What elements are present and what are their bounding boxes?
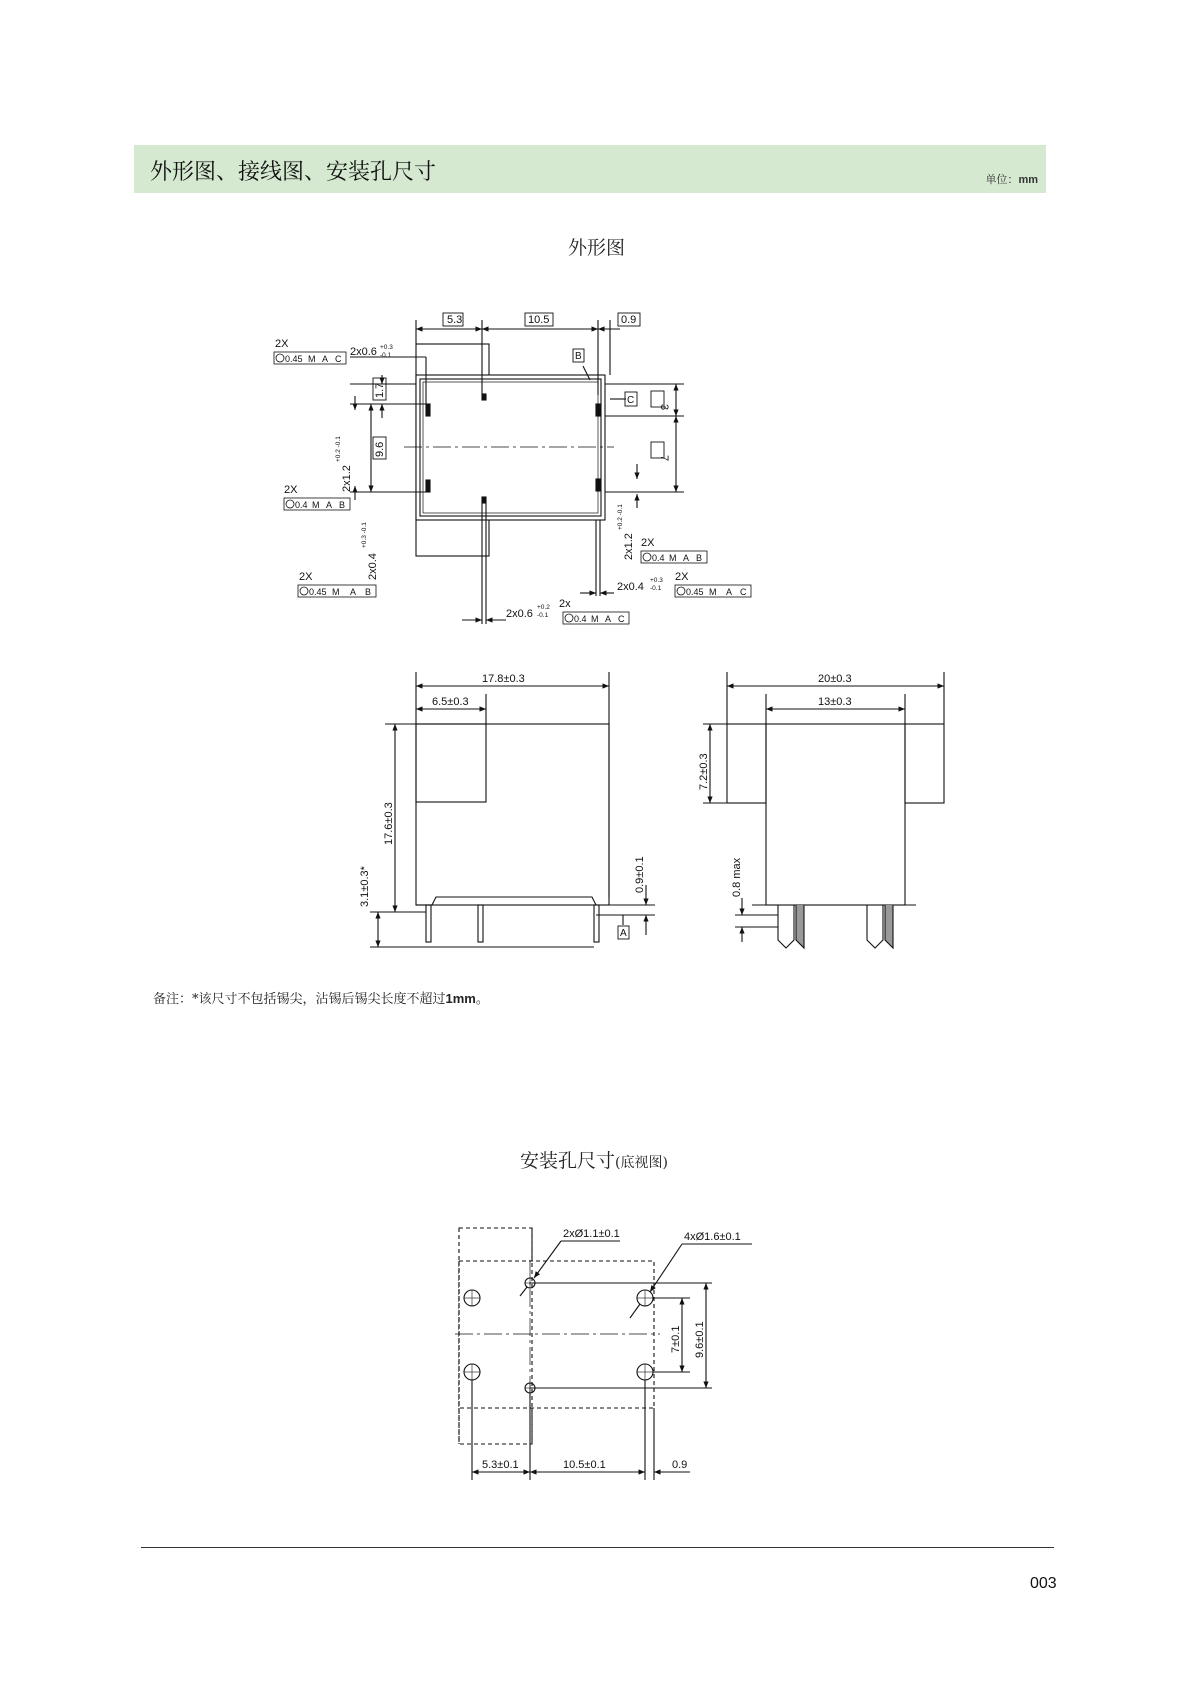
unit-label: 单位：mm [985,173,1038,186]
front-view-body [416,724,609,905]
fcf-045-ac-right [677,587,747,597]
fcf-045-ab [300,587,371,597]
label-2x: 2X [299,571,313,583]
tol-top: +0.3 [380,344,393,351]
hole-large [464,1364,480,1380]
pin-marker [596,479,600,491]
svg-text:B: B [696,553,703,563]
label-2x: 2X [675,571,689,583]
front-view-pin [426,905,431,942]
label-2x: 2x [559,598,571,610]
tol-top: +0.3 [650,577,663,584]
section-title: 外形图、接线图、安装孔尺寸 [150,160,437,185]
side-dim-0-8: 0.8 max [731,857,743,897]
pin-marker [426,404,430,416]
side-view-pin-hatched [796,905,804,948]
fcf-04-ab [286,500,345,510]
svg-text:M: M [709,587,717,597]
side-view-pin [867,905,883,948]
mounting-heading: 安装孔尺寸(底视图) [520,1150,668,1172]
side-view-pin-hatched [885,905,893,948]
pin-12-right-tol: +0.2 -0.1 [617,504,624,530]
hole-small-label: 2xØ1.1±0.1 [563,1228,620,1240]
pin-04-left: 2x0.4 [367,553,379,580]
side-view-body [766,724,905,905]
side-view-wing-left [727,724,766,803]
front-view-pin [594,905,599,942]
side-dim-20: 20±0.3 [818,673,852,685]
front-view-drawing [370,672,655,947]
svg-text:A: A [726,587,733,597]
svg-text:0.45: 0.45 [686,587,704,597]
svg-text:M: M [669,553,677,563]
dim-0-9: 0.9 [621,314,637,326]
pin-06-bottom: 2x0.6 [506,608,533,620]
svg-text:0.45: 0.45 [309,587,327,597]
front-view-tab [416,724,486,802]
footer-rule [141,1547,1054,1548]
pin-12-right: 2x1.2 [623,533,635,560]
front-dim-6-5: 6.5±0.3 [432,696,469,708]
svg-text:M: M [591,614,599,624]
mounting-drawing [455,1228,752,1480]
mount-dim-5-3: 5.3±0.1 [482,1459,519,1471]
svg-text:0.4: 0.4 [652,553,665,563]
pin-marker [426,480,430,492]
svg-text:C: C [740,587,747,597]
tol-top: +0.2 [537,604,550,611]
datum-c: C [627,395,635,406]
mount-dim-7: 7±0.1 [670,1325,682,1353]
pin-12-left-tol: +0.2 -0.1 [335,436,342,462]
dim-3: 3 [658,404,670,411]
hole-large [464,1290,480,1306]
outline-heading: 外形图 [568,237,626,259]
front-dim-17-6: 17.6±0.3 [383,802,395,845]
svg-text:M: M [308,354,316,364]
hole-large-label: 4xØ1.6±0.1 [684,1231,741,1243]
mount-dim-0-9: 0.9 [672,1459,688,1471]
dim-5-3: 5.3 [447,314,463,326]
datum-b: B [575,351,582,362]
svg-text:A: A [605,614,612,624]
tol-bot: -0.1 [537,612,549,619]
svg-text:M: M [332,587,340,597]
dim-10-5: 10.5 [528,314,550,326]
label-2x: 2X [641,537,655,549]
pin-marker [482,394,486,400]
mount-dim-9-6: 9.6±0.1 [694,1321,706,1358]
tol-bot: -0.1 [650,585,662,592]
dim-1-7: 1.7 [374,382,386,398]
footnote: 备注：*该尺寸不包括锡尖，沾锡后锡尖长度不超过1mm。 [153,991,489,1007]
side-view-pin [778,905,794,948]
front-view-pin [478,905,483,942]
svg-text:A: A [326,500,333,510]
svg-text:0.45: 0.45 [285,354,303,364]
pin-06-top: 2x0.6 [350,346,377,358]
tol-bot: -0.1 [380,352,392,359]
front-dim-17-8: 17.8±0.3 [482,673,525,685]
fcf-04-ab-right [643,553,702,563]
svg-text:0.4: 0.4 [574,614,587,624]
svg-text:C: C [618,614,625,624]
pin-04-right: 2x0.4 [617,581,644,593]
hole-large [637,1290,653,1306]
side-dim-13: 13±0.3 [818,696,852,708]
fcf-045-ac [276,354,342,364]
svg-text:C: C [335,354,342,364]
svg-text:A: A [350,587,357,597]
side-dim-7-2: 7.2±0.3 [698,753,710,790]
fcf-04-ac-bottom [565,614,625,624]
front-dim-0-9: 0.9±0.1 [634,856,646,893]
svg-text:A: A [322,354,329,364]
page-number: 003 [1030,1575,1057,1592]
side-view-drawing [703,672,944,948]
pin-04-left-tol: +0.3 -0.1 [361,522,368,548]
hole-large [637,1364,653,1380]
mount-dim-10-5: 10.5±0.1 [563,1459,606,1471]
pin-marker [482,497,486,503]
label-2x: 2X [284,484,298,496]
label-2x: 2X [275,338,289,350]
svg-text:M: M [312,500,320,510]
side-view-wing-right [905,724,944,803]
svg-text:B: B [339,500,346,510]
svg-text:0.4: 0.4 [295,500,308,510]
pin-12-left: 2x1.2 [341,465,353,492]
svg-text:B: B [365,587,372,597]
front-dim-3-1: 3.1±0.3* [359,866,371,907]
top-view-body [416,375,605,520]
front-datum-a: A [620,928,627,939]
pin-marker [596,404,600,416]
svg-text:A: A [683,553,690,563]
dim-7: 7 [658,455,670,462]
dim-9-6: 9.6 [374,441,386,457]
